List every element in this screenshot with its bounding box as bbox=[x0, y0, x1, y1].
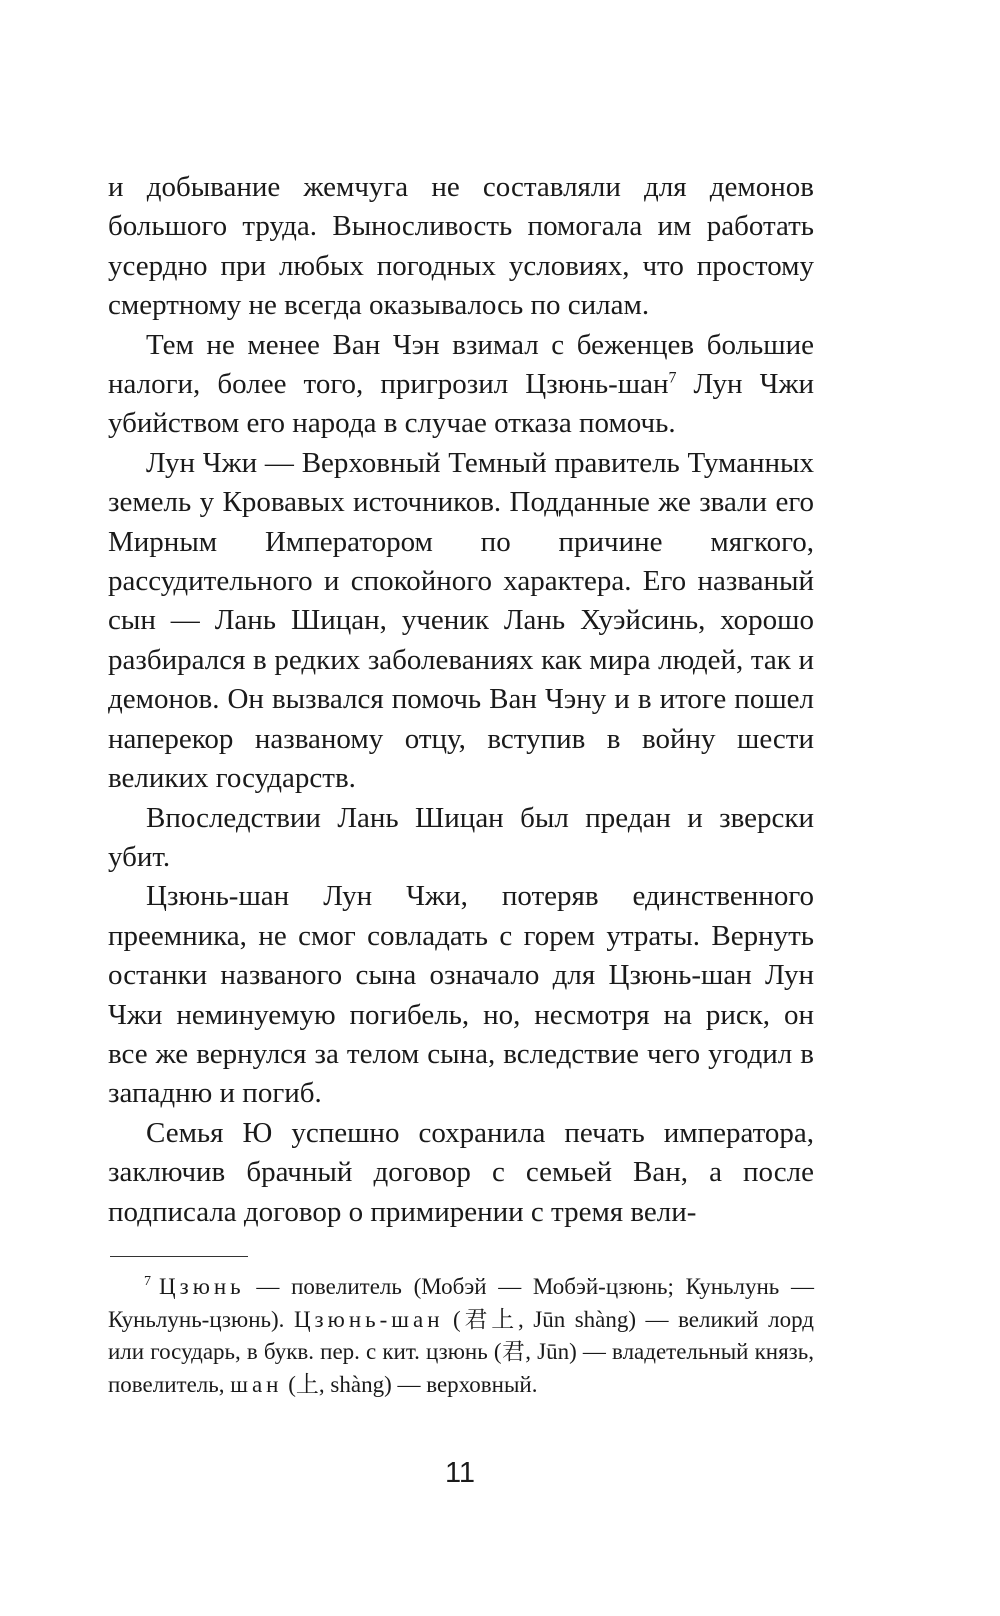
footnote-text-3: (上, shàng) — верховный. bbox=[282, 1371, 538, 1397]
footnote-number: 7 bbox=[144, 1274, 151, 1290]
footnote-divider bbox=[110, 1256, 248, 1257]
paragraph-6: Семья Ю успешно сохранила печать императора, заключив брачный договор с семьей Ван, а после подписала договор о примирении с тремя вели- bbox=[108, 1116, 814, 1228]
footnote-reference: 7 bbox=[668, 369, 677, 387]
paragraph-2 bbox=[108, 326, 814, 444]
footnotes bbox=[108, 1271, 814, 1401]
footnote-text-2: (君上, Jūn shàng) — великий лорд или государь, в букв. пер. с кит. цзюнь (君, Jūn) — владетельный князь, повелитель, bbox=[108, 1306, 814, 1397]
paragraph-4: Впоследствии Лань Шицан был предан и зверски убит. bbox=[108, 801, 814, 873]
paragraph-5: Цзюнь-шан Лун Чжи, потеряв единственного преемника, не смог совладать с горем утраты. Вернуть останки названого сына означало для Цзюнь-шан Лун Чжи неминуемую погибель, но, несмотря на риск, он все же вернулся за телом сына, вследствие чего угодил в западню и погиб. bbox=[108, 880, 814, 1110]
footnote-term-3: шан bbox=[230, 1371, 283, 1397]
footnote-term-1: Цзюнь bbox=[159, 1274, 245, 1299]
paragraph-2-text: Тем не менее Ван Чэн взимал с беженцев большие налоги, более того, пригрозил Цзюнь-шан bbox=[108, 328, 814, 401]
main-text bbox=[108, 168, 814, 1232]
paragraph-2-continuation: Лун Чжи убийством его народа в случае отказа помочь. bbox=[108, 368, 814, 440]
footnote-term-2: Цзюнь-шан bbox=[293, 1306, 444, 1332]
paragraph-1: и добывание жемчуга не составляли для демонов большого труда. Выносливость помогала им работать усердно при любых погодных условиях, что простому смертному не всегда оказывалось по силам. bbox=[108, 171, 814, 322]
footnote-text-1: — повелитель (Мобэй — Мобэй-цзюнь; Куньлунь — Куньлунь-цзюнь). bbox=[108, 1274, 814, 1332]
page-number: 11 bbox=[444, 1457, 476, 1489]
paragraph-3: Лун Чжи — Верховный Темный правитель Туманных земель у Кровавых источников. Подданные же звали его Мирным Императором по причине мягкого, рассудительного и спокойного характера. Его названый сын — Лань Шицан, ученик Лань Хуэйсинь, хорошо разбирался в редких заболеваниях как мира людей, так и демонов. Он вызвался помочь Ван Чэну и в итоге пошел наперекор названому отцу, вступив в войну шести великих государств. bbox=[108, 446, 814, 795]
footnote-7 bbox=[108, 1271, 814, 1401]
